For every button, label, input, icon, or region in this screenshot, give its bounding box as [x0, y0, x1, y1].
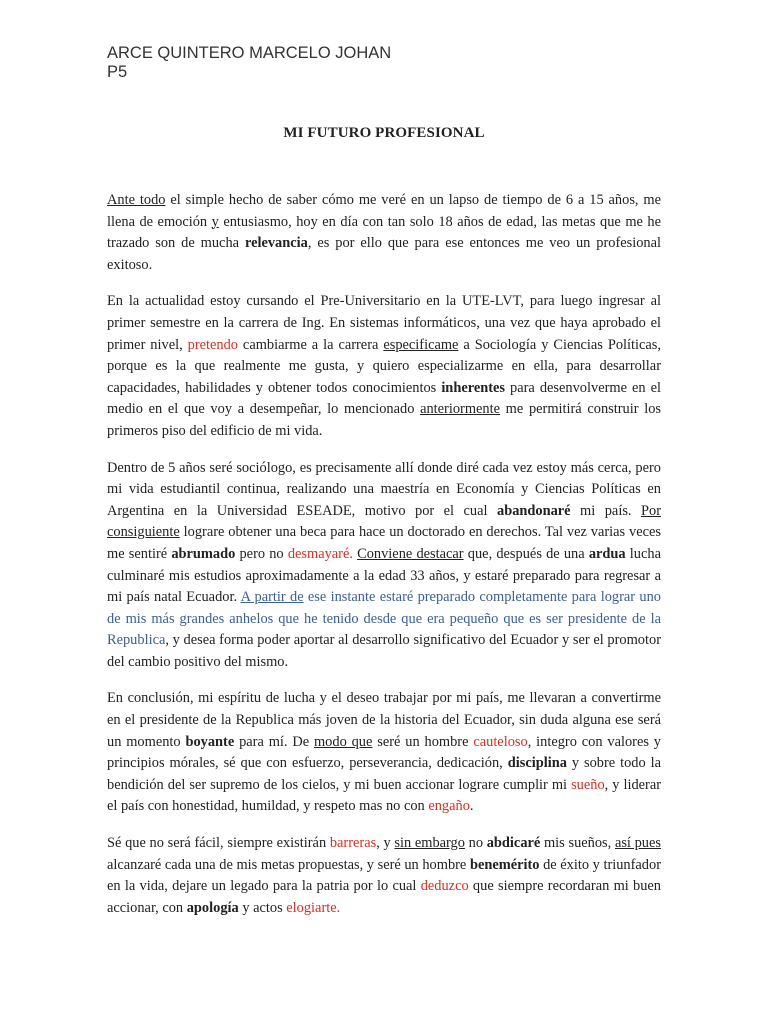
styled-text-run: inherentes: [441, 379, 506, 396]
text-run: a Sociología y Ciencias Políticas, porque es la que realmente me gusta, y quiero especializarme en ella, para desarrollar capacidades, habilidades y obtener todos conocimientos: [107, 336, 662, 396]
text-run: cambiarme a la carrera: [237, 336, 384, 353]
text-run: , y desea forma poder aportar al desarrollo significativo del Ecuador y ser el promotor del cambio positivo del mismo.: [107, 632, 661, 670]
paragraph: [107, 291, 661, 442]
paragraph: [107, 458, 661, 674]
text-run: lucha culminaré mis estudios aproximadamente a la edad 33 años, y estaré preparado para regresar a mi país natal Ecuador.: [107, 545, 661, 606]
styled-text-run: boyante: [185, 733, 235, 750]
paragraph: [107, 833, 661, 919]
styled-text-run: abrumado: [171, 545, 236, 562]
text-run: , es por ello que para ese entonces me veo un profesional exitoso.: [107, 235, 662, 273]
group-label: P5: [107, 63, 128, 81]
text-run: no: [464, 835, 487, 852]
text-run: seré un hombre: [372, 733, 474, 750]
styled-text-run: así pues: [614, 835, 661, 852]
text-run: .: [469, 798, 474, 815]
text-run: , integro con valores y principios mórales, sé que con esfuerzo, perseverancia, dedicación,: [107, 733, 661, 772]
text-run: lograre obtener una beca para hace un doctorado en derechos. Tal vez varias veces me sentiré: [107, 524, 661, 562]
styled-text-run: ardua: [588, 545, 626, 562]
text-run: que, después de una: [463, 545, 589, 562]
document-header: [107, 44, 391, 82]
text-run: de éxito y triunfador en la vida, dejare un legado para la patria por lo cual: [107, 856, 661, 895]
styled-text-run: apología: [186, 899, 239, 916]
document-title: MI FUTURO PROFESIONAL: [283, 125, 485, 141]
text-run: mi país.: [570, 502, 641, 519]
text-run: pero no: [235, 545, 288, 562]
styled-text-run: Ante todo: [107, 192, 166, 208]
styled-text-run: benemérito: [469, 856, 540, 873]
styled-text-run: sin embargo: [394, 835, 465, 852]
styled-text-run: sueño: [571, 776, 605, 793]
text-run: para desenvolverme en el medio en el que voy a desempeñar, lo mencionado: [107, 379, 661, 418]
text-run: me permitirá construir los primeros piso del edificio de mi vida.: [107, 401, 661, 439]
paragraph: [107, 688, 661, 818]
styled-text-run: abandonaré: [497, 502, 571, 519]
styled-text-run: elogiarte.: [286, 899, 341, 916]
text-run: Sé que no será fácil, siempre existirán: [107, 835, 330, 852]
styled-text-run: deduzco: [420, 878, 469, 895]
text-run: , y liderar el país con honestidad, humildad, y respeto mas no con: [107, 776, 661, 815]
styled-text-run: anteriormente: [420, 401, 500, 418]
styled-text-run: desmayaré.: [287, 545, 353, 562]
styled-text-run: A partir de: [240, 589, 304, 606]
styled-text-run: disciplina: [507, 755, 567, 772]
text-run: En conclusión, mi espíritu de lucha y el deseo trabajar por mi país, me llevaran a convertirme en el presidente de la Republica más joven de la historia del Ecuador, sin duda alguna ese será un momento: [107, 690, 661, 750]
text-run: para mí. De: [234, 733, 314, 750]
styled-text-run: modo que: [313, 733, 373, 750]
styled-text-run: Conviene destacar: [357, 545, 464, 562]
styled-text-run: cauteloso: [473, 733, 528, 750]
styled-text-run: especificame: [383, 336, 459, 353]
styled-text-run: ese instante estaré preparado completamente para lograr uno de mis más grandes anhelos que he tenido desde que era pequeño que es ser presidente de la Republica: [107, 589, 662, 649]
text-run: el simple hecho de saber cómo me veré en un lapso de tiempo de 6 a 15 años, me llena de emoción: [107, 192, 662, 230]
styled-text-run: y: [211, 213, 219, 230]
styled-text-run: Por consiguiente: [107, 502, 661, 541]
styled-text-run: engaño: [428, 798, 470, 815]
text-run: entusiasmo, hoy en día con tan solo 18 años de edad, las metas que me he trazado son de mucha: [107, 213, 661, 252]
text-run: que siempre recordaran mi buen accionar, con: [107, 878, 661, 916]
styled-text-run: pretendo: [187, 336, 238, 353]
paragraph: [107, 190, 661, 276]
text-run: alcanzaré cada una de mis metas propuestas, y seré un hombre: [107, 856, 470, 873]
author-name: ARCE QUINTERO MARCELO JOHAN: [107, 44, 392, 62]
text-run: , y: [376, 835, 395, 852]
text-run: En la actualidad estoy cursando el Pre-Universitario en la UTE-LVT, para luego ingresar al primer semestre en la carrera de Ing. En sistemas informáticos, una vez que haya aprobado el primer nivel,: [107, 293, 661, 353]
text-run: y actos: [238, 899, 287, 916]
styled-text-run: barreras: [329, 835, 377, 852]
document-body: [107, 190, 661, 934]
text-run: mis sueños,: [540, 835, 615, 852]
text-run: Dentro de 5 años seré sociólogo, es precisamente allí donde diré cada vez estoy más cerca, pero mi vida estudiantil continua, realizando una maestría en Economía y Ciencias Políticas en Argentina en la Universidad ESEADE, motivo por el cual: [107, 459, 661, 519]
styled-text-run: relevancia: [244, 235, 308, 252]
styled-text-run: abdicaré: [486, 835, 541, 852]
text-run: y sobre todo la bendición del ser supremo de los cielos, y mi buen accionar lograre cumplir mi: [107, 755, 661, 793]
